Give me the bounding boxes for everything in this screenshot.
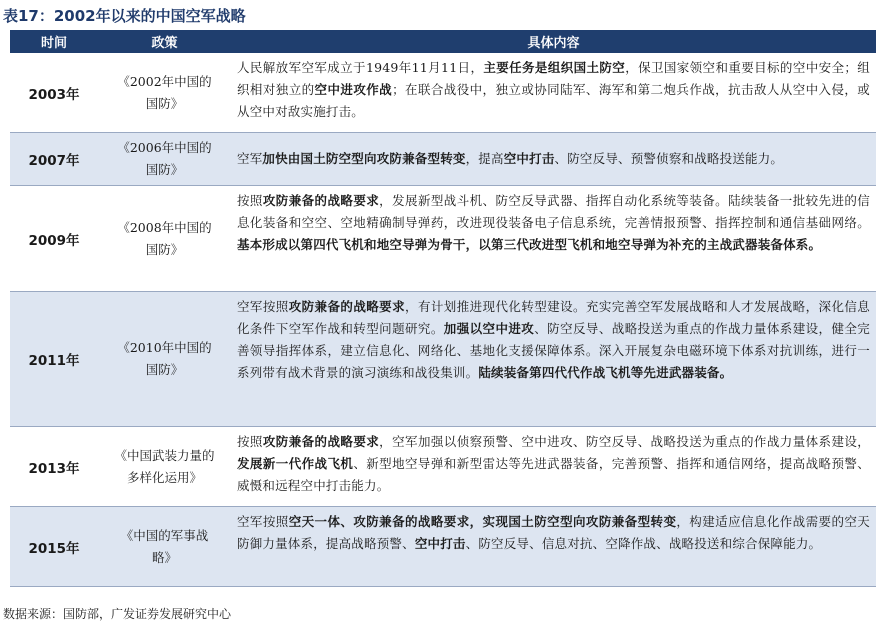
content-segment: 、防空反导、信息对抗、空降作战、战略投送和综合保障能力。 — [465, 536, 822, 551]
table-row — [10, 427, 876, 507]
header-time: 时间 — [40, 36, 67, 51]
content-text — [237, 148, 783, 170]
content-text — [237, 299, 870, 380]
content-emphasis: 空中打击 — [503, 151, 555, 166]
content-segment: 、防空反导、预警侦察和战略投送能力。 — [554, 151, 784, 166]
row-content — [231, 507, 876, 586]
row-year: 2015年 — [28, 540, 80, 557]
content-segment: ，有计划推进现代化转型建设。充实完善空军发展战略和人才发展战略，深化信息化条件下空军作战和转型问题研究。 — [237, 299, 870, 336]
header-content: 具体内容 — [527, 36, 580, 51]
content-text — [237, 193, 870, 252]
content-emphasis: 空天一体、攻防兼备的战略要求，实现国土防空型向攻防兼备型转变 — [288, 514, 677, 529]
content-segment: ，空军加强以侦察预警、空中进攻、防空反导、战略投送为重点的作战力量体系建设， — [379, 434, 870, 449]
content-segment: ，构建适应信息化作战需要的空天防御力量体系，提高战略预警、 — [237, 514, 870, 551]
content-emphasis: 攻防兼备的战略要求 — [262, 193, 380, 208]
row-policy: 《2010年中国的国防》 — [117, 340, 212, 377]
content-segment: 人民解放军空军成立于1949年11月11日， — [237, 60, 484, 75]
row-year: 2007年 — [28, 153, 80, 169]
row-content — [231, 427, 876, 506]
row-year: 2003年 — [28, 86, 80, 103]
content-text — [237, 60, 870, 119]
row-content — [231, 133, 876, 185]
content-emphasis: 加强以空中进攻 — [443, 321, 535, 336]
content-segment: ，提高 — [465, 151, 504, 166]
row-content — [231, 186, 876, 291]
content-segment: 空军 — [237, 151, 263, 166]
row-year: 2009年 — [28, 232, 80, 249]
row-content — [231, 53, 876, 132]
content-segment: ，保卫国家领空和重要目标的空中安全；组织相对独立的 — [237, 60, 870, 97]
content-emphasis: 攻防兼备的战略要求 — [262, 434, 380, 449]
content-segment: ，发展新型战斗机、防空反导武器、指挥自动化系统等装备。陆续装备一批较先进的信息化装备和空空、空地精确制导弹药，改进现役装备电子信息系统，完善情报预警、指挥控制和通信基础网络。 — [237, 193, 870, 230]
content-emphasis: 攻防兼备的战略要求 — [288, 299, 406, 314]
source-note: 数据来源：国防部，广发证券发展研究中心 — [3, 607, 232, 621]
table-row — [10, 186, 876, 292]
row-policy: 《2006年中国的国防》 — [117, 140, 212, 177]
table-row — [10, 292, 876, 427]
content-emphasis: 发展新一代作战飞机 — [237, 456, 354, 471]
row-policy: 《中国武装力量的多样化运用》 — [114, 447, 215, 485]
content-emphasis: 空中进攻作战 — [314, 82, 393, 97]
row-policy: 《2008年中国的国防》 — [117, 219, 212, 257]
content-segment: 、防空反导、战略投送为重点的作战力量体系建设，健全完善领导指挥体系，建立信息化、网络化、基地化支援保障体系。深入开展复杂电磁环境下体系对抗训练，进行一系列带有战术背景的演习演练和战役集训。 — [237, 321, 871, 380]
row-year: 2013年 — [28, 460, 80, 477]
content-segment: 、新型地空导弹和新型雷达等先进武器装备，完善预警、指挥和通信网络，提高战略预警、威慑和远程空中打击能力。 — [237, 456, 870, 493]
content-segment: 空军按照 — [237, 514, 289, 529]
content-segment: 空军按照 — [237, 299, 289, 314]
table-header — [10, 30, 876, 53]
content-emphasis: 基本形成以第四代飞机和地空导弹为骨干，以第三代改进型飞机和地空导弹为补充的主战武器装备体系。 — [237, 237, 822, 252]
row-year: 2011年 — [28, 353, 80, 369]
row-policy: 《2002年中国的国防》 — [117, 73, 212, 111]
content-segment: 按照 — [237, 434, 263, 449]
row-content — [231, 292, 876, 426]
content-emphasis: 空中打击 — [414, 536, 466, 551]
table-row — [10, 507, 876, 587]
content-segment: ；在联合战役中，独立或协同陆军、海军和第二炮兵作战，抗击敌人从空中入侵，或从空中对敌实施打击。 — [237, 82, 871, 119]
content-emphasis: 加快由国土防空型向攻防兼备型转变 — [262, 151, 466, 166]
header-policy: 政策 — [151, 36, 178, 51]
content-emphasis: 陆续装备第四代代作战飞机等先进武器装备。 — [478, 365, 733, 380]
strategy-table — [10, 30, 876, 587]
content-emphasis: 主要任务是组织国土防空 — [483, 60, 626, 75]
table-row — [10, 133, 876, 186]
row-policy: 《中国的军事战略》 — [120, 527, 209, 565]
content-segment: 按照 — [237, 193, 263, 208]
content-text — [237, 514, 870, 551]
content-text — [237, 434, 870, 493]
table-title: 表17：2002年以来的中国空军战略 — [3, 7, 246, 25]
table-row — [10, 53, 876, 133]
